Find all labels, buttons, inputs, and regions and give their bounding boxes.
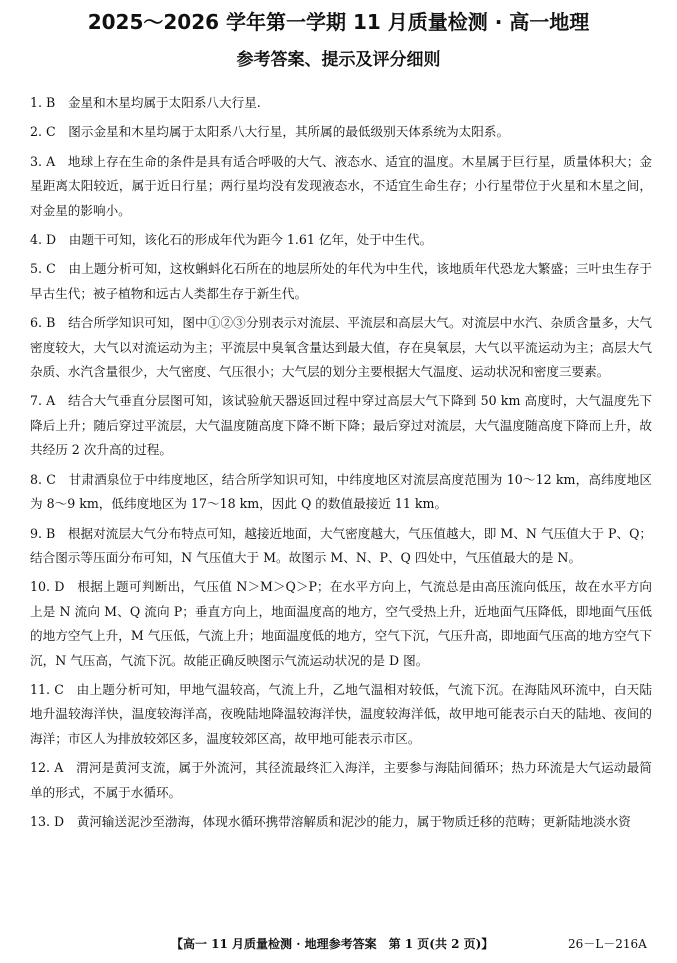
answer-item [30,257,652,306]
answer-explanation: 结合所学知识可知，图中①②③分别表示对流层、平流层和高层大气。对流层中水汽、杂质含量多，大气密度较大，大气以对流运动为主；平流层中臭氧含量达到最大值，存在臭氧层，大气以平流运动为主；高层大气杂质、水汽含量很少，大气密度、气压很小；大气层的划分主要根据大气温度、运动状况和密度三要素。 [30,315,653,380]
answer-explanation: 渭河是黄河支流，属于外流河，其径流最终汇入海洋，主要参与海陆间循环；热力环流是大气运动最简单的形式，不属于水循环。 [30,760,652,800]
answer-number: 1. B [30,95,56,110]
answer-list [30,91,652,839]
answer-number: 4. D [30,232,57,248]
answer-gap [56,124,69,139]
answer-item [30,756,652,805]
answer-explanation: 黄河输送泥沙至渤海，体现水循环携带溶解质和泥沙的能力，属于物质迁移的范畴；更新陆地淡水资 [76,813,631,829]
footer-page-info: 【高一 11 月质量检测 · 地理参考答案 第 1 页(共 2 页)】 [171,937,494,951]
answer-explanation: 由上题分析可知，甲地气温较高，气流上升，乙地气温相对较低，气流下沉。在海陆风环流中，白天陆地升温较海洋快，温度较海洋高，夜晚陆地降温较海洋快，温度较海洋低，故甲地可能表示白天的陆地、夜间的海洋；市区人为排放较郊区多，温度较郊区高，故甲地可能表示市区。 [30,681,653,746]
answer-number: 6. B [30,315,56,331]
answer-item [30,468,652,517]
answer-item [30,91,652,115]
answer-number: 3. A [30,153,56,169]
answer-explanation: 地球上存在生命的条件是具有适合呼吸的大气、液态水、适宜的温度。木星属于巨行星，质量体积大；金星距离太阳较近，属于近日行星；两行星均没有发现液态水，不适宜生命生存；小行星带位于火星和木星之间，对金星的影响小。 [30,153,653,218]
answer-gap [64,814,77,829]
page-footer [0,935,677,955]
answer-gap [56,261,69,276]
answer-gap [56,232,69,247]
answer-explanation: 根据对流层大气分布特点可知，越接近地面，大气密度越大，气压值越大，即 M、N 气压值大于 P、Q；结合图示等压面分布可知，N 气压值大于 M。故图示 M、N、P、Q 四处中，气压值最大的是 N。 [30,525,652,565]
answer-number: 11. C [30,681,64,697]
page-subtitle: 参考答案、提示及评分细则 [236,50,441,70]
answer-item [30,810,652,834]
answer-number: 10. D [30,579,65,595]
answer-gap [55,95,68,110]
answer-gap [64,682,77,697]
answer-gap [55,154,68,169]
answer-item [30,678,652,751]
answer-item [30,120,652,144]
answer-gap [56,472,69,487]
answer-gap [55,526,68,541]
answer-explanation: 图示金星和木星均属于太阳系八大行星，其所属的最低级别天体系统为太阳系。 [68,124,510,140]
answer-number: 12. A [30,760,64,776]
answer-explanation: 由上题分析可知，这枚蝌蚪化石所在的地层所处的年代为中生代，该地质年代恐龙大繁盛；三叶虫生存于早古生代；被子植物和远古人类都生存于新生代。 [30,261,652,301]
answer-gap [64,579,77,594]
answer-gap [55,393,68,408]
answer-explanation: 根据上题可判断出，气压值 N＞M＞Q＞P；在水平方向上，气流总是由高压流向低压，故在水平方向上是 N 流向 M、Q 流向 P；垂直方向上，地面温度高的地方，空气受热上升，近地面气压降低，即地面气压低的地方空气上升，M 气压低，气流上升；地面温度低的地方，空气下沉，气压升高，即地面气压高的地方空气下沉，N 气压高，气流下沉。故能正确反映图示气流运动状况的是 D 图。 [30,579,652,668]
answer-explanation: 甘肃酒泉位于中纬度地区，结合所学知识可知，中纬度地区对流层高度范围为 10～12 km，高纬度地区为 8～9 km，低纬度地区为 17～18 km，因此 Q 的数值最接近 11 km。 [30,471,652,512]
answer-item [30,150,652,223]
answer-number: 5. C [30,261,56,277]
answer-number: 13. D [30,813,65,829]
answer-number: 7. A [30,393,56,409]
answer-item [30,389,652,462]
answer-item [30,311,652,384]
answer-gap [63,760,76,775]
answer-item [30,228,652,252]
answer-item [30,575,652,673]
answer-number: 8. C [30,471,56,487]
footer-code: 26－L－216A [568,937,647,951]
answer-number: 9. B [30,525,56,541]
answer-explanation: 由题干可知，该化石的形成年代为距今 1.61 亿年，处于中生代。 [68,232,433,248]
answer-explanation: 金星和木星均属于太阳系八大行星. [67,95,261,110]
answer-gap [55,315,68,330]
answer-explanation: 结合大气垂直分层图可知，该试验航天器返回过程中穿过高层大气下降到 50 km 高度时，大气温度先下降后上升；随后穿过平流层，大气温度随高度下降不断下降；最后穿过对流层，大气温度随高度下降而上升，故共经历 2 次升高的过程。 [30,393,653,458]
page-title: 2025～2026 学年第一学期 11 月质量检测 · 高一地理 [87,10,590,34]
answer-number: 2. C [30,124,56,140]
answer-item [30,522,652,571]
